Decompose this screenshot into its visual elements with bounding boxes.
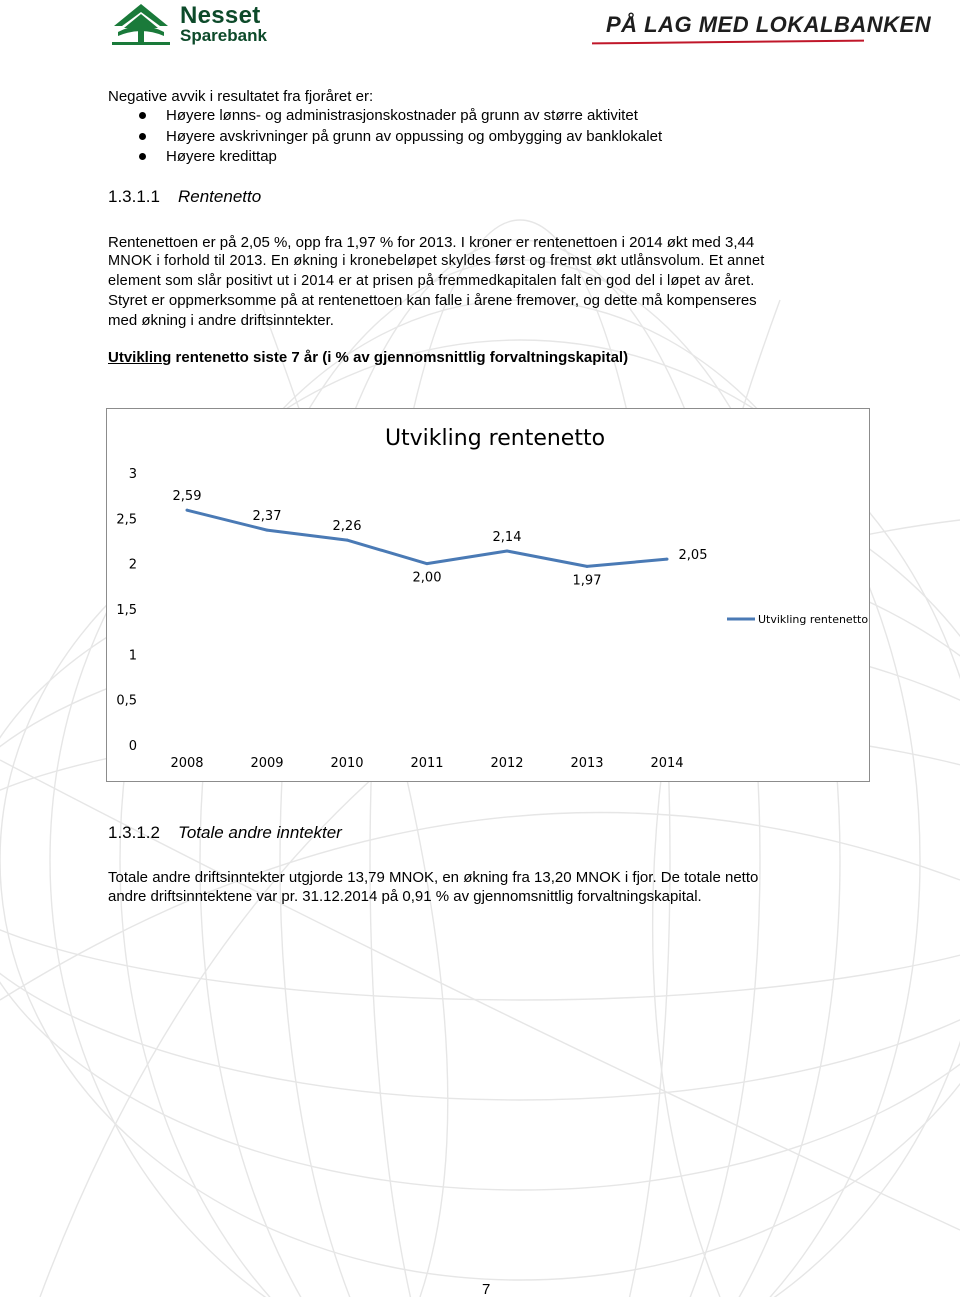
- y-tick-label: 0: [128, 739, 137, 754]
- y-tick-label: 0,5: [116, 693, 137, 709]
- section-title: Totale andre inntekter: [178, 823, 342, 842]
- paragraph-line: Totale andre driftsinntekter utgjorde 13,79 MNOK, en økning fra 13,20 MNOK i fjor. De totale netto: [108, 869, 759, 886]
- slogan-logo: [592, 8, 932, 48]
- slogan-text: PÅ LAG MED LOKALBANKEN: [606, 12, 932, 37]
- section-heading-andre-inntekter: [108, 823, 342, 843]
- bullet-list: [108, 106, 662, 168]
- logo-name: Nesset: [180, 2, 261, 29]
- y-tick-label: 2: [128, 557, 137, 573]
- section-number: 1.3.1.2: [108, 823, 160, 842]
- legend-label: Utvikling rentenetto: [758, 613, 869, 626]
- data-point: [506, 549, 509, 552]
- data-point: [186, 509, 189, 512]
- data-label: 2,26: [332, 519, 362, 535]
- line-chart: [107, 409, 869, 781]
- data-label: 1,97: [572, 573, 602, 589]
- chart-container: [106, 408, 870, 782]
- y-tick-label: 1,5: [116, 603, 137, 618]
- chart-caption-underlined: Utvikling: [108, 349, 172, 366]
- paragraph-line: andre driftsinntektene var pr. 31.12.2014 på 0,91 % av gjennomsnittlig forvaltningskapital.: [108, 888, 702, 905]
- x-tick-label: 2008: [170, 756, 204, 771]
- paragraph-line: med økning i andre driftsinntekter.: [108, 312, 334, 329]
- paragraph-line: MNOK i forhold til 2013. En økning i kronebeløpet skyldes først og fremst økt utlånsvolum. Et annet: [108, 253, 765, 269]
- paragraph-line: Styret er oppmerksomme på at rentenettoen kan falle i årene fremover, og dette må kompenseres: [108, 292, 757, 309]
- chart-title: Utvikling rentenetto: [384, 426, 606, 451]
- data-label: 2,37: [252, 509, 282, 525]
- chart-caption: [108, 349, 628, 366]
- paragraph-line: element som slår positivt ut i 2014 er at prisen på fremmedkapitalen falt en god del i løpet av året.: [108, 273, 755, 289]
- logo-subtitle: Sparebank: [180, 26, 267, 45]
- bullet-item: Høyere lønns- og administrasjonskostnader på grunn av større aktivitet: [108, 106, 662, 127]
- data-label: 2,05: [678, 548, 708, 564]
- chart-caption-rest: rentenetto siste 7 år (i % av gjennomsnittlig forvaltningskapital): [171, 349, 629, 366]
- y-tick-label: 2,5: [116, 512, 137, 528]
- section-number: 1.3.1.1: [108, 187, 160, 206]
- data-point: [666, 558, 669, 561]
- x-tick-label: 2014: [650, 756, 684, 771]
- paragraph-line: Rentenettoen er på 2,05 %, opp fra 1,97 % for 2013. I kroner er rentenettoen i 2014 økt med 3,44: [108, 234, 755, 251]
- x-tick-label: 2012: [490, 756, 524, 771]
- x-tick-label: 2013: [570, 756, 604, 771]
- x-tick-label: 2009: [250, 756, 284, 771]
- y-tick-label: 3: [128, 467, 137, 482]
- data-point: [426, 562, 429, 565]
- bullet-item: Høyere kredittap: [108, 147, 662, 168]
- data-point: [346, 539, 349, 542]
- intro-text: Negative avvik i resultatet fra fjoråret er:: [108, 88, 374, 105]
- page-number: 7: [482, 1281, 491, 1298]
- data-point: [586, 565, 589, 568]
- section-title: Rentenetto: [178, 187, 262, 206]
- bullet-item: Høyere avskrivninger på grunn av oppussing og ombygging av banklokalet: [108, 127, 662, 148]
- data-label: 2,00: [412, 570, 442, 586]
- x-tick-label: 2010: [330, 756, 364, 771]
- slogan-underline: [592, 40, 864, 45]
- data-label: 2,59: [172, 489, 202, 505]
- bank-logo: [108, 2, 288, 50]
- section-heading-rentenetto: [108, 187, 261, 207]
- data-label: 2,14: [492, 529, 522, 545]
- data-point: [266, 529, 269, 532]
- x-tick-label: 2011: [410, 756, 444, 771]
- tree-logo-icon: [108, 2, 174, 48]
- y-tick-label: 1: [128, 648, 137, 664]
